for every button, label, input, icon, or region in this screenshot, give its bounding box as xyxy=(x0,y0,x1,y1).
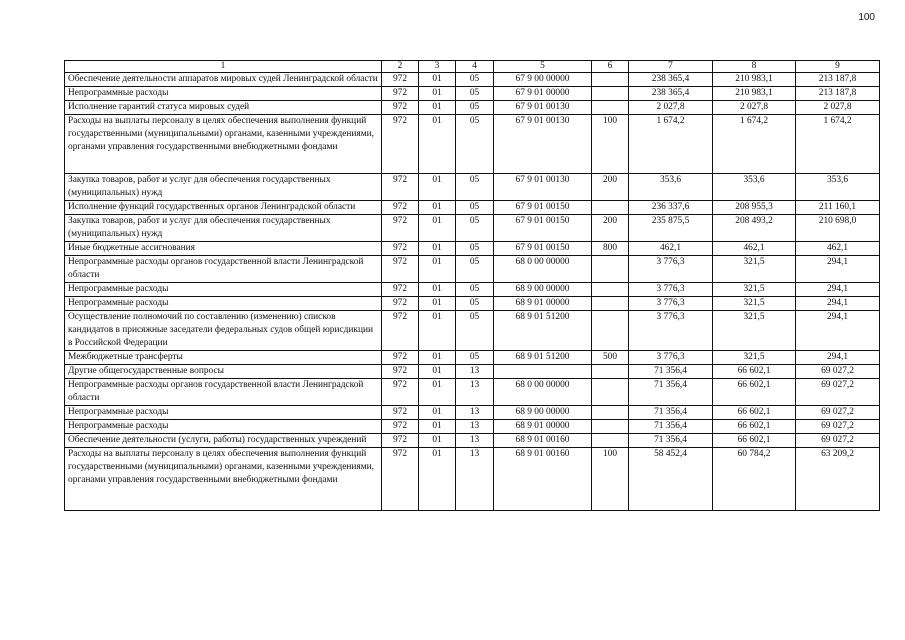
expense-type-code: 100 xyxy=(592,115,629,174)
subsection-code: 05 xyxy=(456,311,494,351)
target-article-code: 67 9 01 00130 xyxy=(494,101,592,115)
target-article-code: 68 0 00 00000 xyxy=(494,256,592,283)
table-row xyxy=(65,365,880,379)
target-article-code: 67 9 01 00130 xyxy=(494,174,592,201)
subsection-code: 05 xyxy=(456,283,494,297)
amount-col8: 60 784,2 xyxy=(713,448,796,511)
amount-col8: 321,5 xyxy=(713,311,796,351)
expense-type-code: 200 xyxy=(592,174,629,201)
amount-col9: 1 674,2 xyxy=(796,115,880,174)
target-article-code: 68 9 01 00000 xyxy=(494,297,592,311)
table-row xyxy=(65,242,880,256)
column-header: 5 xyxy=(494,61,592,73)
table-row xyxy=(65,434,880,448)
column-header: 2 xyxy=(382,61,419,73)
target-article-code: 67 9 01 00000 xyxy=(494,87,592,101)
subsection-code: 13 xyxy=(456,406,494,420)
section-code: 01 xyxy=(419,201,456,215)
table-row xyxy=(65,115,880,174)
section-code: 01 xyxy=(419,351,456,365)
ministry-code: 972 xyxy=(382,73,419,87)
subsection-code: 13 xyxy=(456,365,494,379)
subsection-code: 05 xyxy=(456,115,494,174)
ministry-code: 972 xyxy=(382,365,419,379)
column-header: 1 xyxy=(65,61,382,73)
subsection-code: 05 xyxy=(456,101,494,115)
amount-col9: 2 027,8 xyxy=(796,101,880,115)
amount-col8: 208 493,2 xyxy=(713,215,796,242)
amount-col9: 294,1 xyxy=(796,256,880,283)
amount-col8: 1 674,2 xyxy=(713,115,796,174)
expense-type-code xyxy=(592,365,629,379)
expense-type-code: 200 xyxy=(592,215,629,242)
subsection-code: 05 xyxy=(456,215,494,242)
column-header: 7 xyxy=(629,61,713,73)
target-article-code: 68 9 01 00160 xyxy=(494,434,592,448)
subsection-code: 05 xyxy=(456,256,494,283)
ministry-code: 972 xyxy=(382,311,419,351)
ministry-code: 972 xyxy=(382,351,419,365)
amount-col7: 71 356,4 xyxy=(629,434,713,448)
section-code: 01 xyxy=(419,87,456,101)
ministry-code: 972 xyxy=(382,256,419,283)
amount-col9: 69 027,2 xyxy=(796,406,880,420)
expense-type-code xyxy=(592,87,629,101)
amount-col7: 353,6 xyxy=(629,174,713,201)
expense-type-code xyxy=(592,256,629,283)
table-row xyxy=(65,87,880,101)
subsection-code: 05 xyxy=(456,87,494,101)
subsection-code: 05 xyxy=(456,201,494,215)
amount-col7: 3 776,3 xyxy=(629,283,713,297)
ministry-code: 972 xyxy=(382,406,419,420)
amount-col8: 353,6 xyxy=(713,174,796,201)
ministry-code: 972 xyxy=(382,434,419,448)
header-row xyxy=(65,61,880,73)
amount-col8: 210 983,1 xyxy=(713,87,796,101)
amount-col7: 1 674,2 xyxy=(629,115,713,174)
amount-col8: 66 602,1 xyxy=(713,406,796,420)
section-code: 01 xyxy=(419,174,456,201)
expense-type-code xyxy=(592,420,629,434)
table-row xyxy=(65,283,880,297)
section-code: 01 xyxy=(419,215,456,242)
amount-col8: 321,5 xyxy=(713,283,796,297)
amount-col7: 71 356,4 xyxy=(629,420,713,434)
table-body xyxy=(65,73,880,511)
item-name: Иные бюджетные ассигнования xyxy=(65,242,382,256)
amount-col8: 2 027,8 xyxy=(713,101,796,115)
amount-col8: 66 602,1 xyxy=(713,365,796,379)
amount-col9: 213 187,8 xyxy=(796,73,880,87)
target-article-code: 67 9 01 00150 xyxy=(494,242,592,256)
target-article-code: 68 9 01 51200 xyxy=(494,351,592,365)
target-article-code: 68 9 00 00000 xyxy=(494,283,592,297)
expense-type-code xyxy=(592,406,629,420)
amount-col9: 353,6 xyxy=(796,174,880,201)
item-name: Другие общегосударственные вопросы xyxy=(65,365,382,379)
table-row xyxy=(65,101,880,115)
ministry-code: 972 xyxy=(382,115,419,174)
amount-col8: 66 602,1 xyxy=(713,434,796,448)
section-code: 01 xyxy=(419,406,456,420)
ministry-code: 972 xyxy=(382,87,419,101)
amount-col9: 294,1 xyxy=(796,297,880,311)
amount-col8: 321,5 xyxy=(713,297,796,311)
table-row xyxy=(65,311,880,351)
column-header: 9 xyxy=(796,61,880,73)
amount-col9: 294,1 xyxy=(796,351,880,365)
expense-type-code xyxy=(592,73,629,87)
amount-col7: 238 365,4 xyxy=(629,87,713,101)
amount-col9: 69 027,2 xyxy=(796,434,880,448)
target-article-code: 67 9 01 00150 xyxy=(494,201,592,215)
item-name: Исполнение функций государственных органов Ленинградской области xyxy=(65,201,382,215)
item-name: Закупка товаров, работ и услуг для обеспечения государственных (муниципальных) нужд xyxy=(65,215,382,242)
subsection-code: 13 xyxy=(456,448,494,511)
amount-col8: 321,5 xyxy=(713,256,796,283)
amount-col8: 66 602,1 xyxy=(713,379,796,406)
subsection-code: 13 xyxy=(456,379,494,406)
subsection-code: 05 xyxy=(456,297,494,311)
section-code: 01 xyxy=(419,379,456,406)
section-code: 01 xyxy=(419,73,456,87)
ministry-code: 972 xyxy=(382,283,419,297)
section-code: 01 xyxy=(419,311,456,351)
section-code: 01 xyxy=(419,115,456,174)
budget-table xyxy=(64,60,880,511)
amount-col9: 69 027,2 xyxy=(796,365,880,379)
ministry-code: 972 xyxy=(382,297,419,311)
table-row xyxy=(65,201,880,215)
amount-col7: 71 356,4 xyxy=(629,406,713,420)
item-name: Расходы на выплаты персоналу в целях обеспечения выполнения функций государственными (муниципальными) органами, казенными учреждениями, органами управления государственными внебюджетными фондами xyxy=(65,115,382,174)
amount-col7: 235 875,5 xyxy=(629,215,713,242)
expense-type-code xyxy=(592,101,629,115)
amount-col8: 66 602,1 xyxy=(713,420,796,434)
target-article-code: 68 9 01 00160 xyxy=(494,448,592,511)
expense-type-code: 500 xyxy=(592,351,629,365)
table-row xyxy=(65,174,880,201)
amount-col7: 2 027,8 xyxy=(629,101,713,115)
section-code: 01 xyxy=(419,242,456,256)
subsection-code: 13 xyxy=(456,420,494,434)
target-article-code: 68 9 00 00000 xyxy=(494,406,592,420)
amount-col8: 210 983,1 xyxy=(713,73,796,87)
target-article-code: 68 9 01 51200 xyxy=(494,311,592,351)
table-row xyxy=(65,406,880,420)
subsection-code: 05 xyxy=(456,351,494,365)
target-article-code: 68 0 00 00000 xyxy=(494,379,592,406)
amount-col7: 462,1 xyxy=(629,242,713,256)
column-header: 6 xyxy=(592,61,629,73)
item-name: Непрограммные расходы xyxy=(65,420,382,434)
expense-type-code xyxy=(592,379,629,406)
table-row xyxy=(65,297,880,311)
amount-col9: 294,1 xyxy=(796,311,880,351)
page-number: 100 xyxy=(858,12,875,23)
table-row xyxy=(65,215,880,242)
table-row xyxy=(65,351,880,365)
subsection-code: 05 xyxy=(456,174,494,201)
expense-type-code xyxy=(592,434,629,448)
section-code: 01 xyxy=(419,283,456,297)
table-row xyxy=(65,256,880,283)
table-row xyxy=(65,448,880,511)
amount-col9: 294,1 xyxy=(796,283,880,297)
amount-col8: 321,5 xyxy=(713,351,796,365)
expense-type-code: 100 xyxy=(592,448,629,511)
item-name: Исполнение гарантий статуса мировых судей xyxy=(65,101,382,115)
amount-col7: 3 776,3 xyxy=(629,311,713,351)
item-name: Непрограммные расходы органов государственной власти Ленинградской области xyxy=(65,379,382,406)
ministry-code: 972 xyxy=(382,379,419,406)
expense-type-code xyxy=(592,201,629,215)
item-name: Обеспечение деятельности (услуги, работы) государственных учреждений xyxy=(65,434,382,448)
amount-col9: 69 027,2 xyxy=(796,420,880,434)
target-article-code: 68 9 01 00000 xyxy=(494,420,592,434)
item-name: Непрограммные расходы xyxy=(65,87,382,101)
amount-col7: 3 776,3 xyxy=(629,351,713,365)
item-name: Расходы на выплаты персоналу в целях обеспечения выполнения функций государственными (муниципальными) органами, казенными учреждениями, органами управления государственными внебюджетными фондами xyxy=(65,448,382,511)
item-name: Осуществление полномочий по составлению (изменению) списков кандидатов в присяжные заседатели федеральных судов общей юрисдикции в Российской Федерации xyxy=(65,311,382,351)
section-code: 01 xyxy=(419,365,456,379)
column-header: 8 xyxy=(713,61,796,73)
amount-col7: 238 365,4 xyxy=(629,73,713,87)
amount-col9: 63 209,2 xyxy=(796,448,880,511)
section-code: 01 xyxy=(419,297,456,311)
subsection-code: 05 xyxy=(456,73,494,87)
amount-col8: 208 955,3 xyxy=(713,201,796,215)
subsection-code: 05 xyxy=(456,242,494,256)
column-header: 4 xyxy=(456,61,494,73)
item-name: Закупка товаров, работ и услуг для обеспечения государственных (муниципальных) нужд xyxy=(65,174,382,201)
column-header: 3 xyxy=(419,61,456,73)
target-article-code: 67 9 01 00130 xyxy=(494,115,592,174)
amount-col7: 71 356,4 xyxy=(629,379,713,406)
amount-col7: 3 776,3 xyxy=(629,256,713,283)
item-name: Непрограммные расходы xyxy=(65,406,382,420)
expense-type-code xyxy=(592,297,629,311)
amount-col9: 69 027,2 xyxy=(796,379,880,406)
section-code: 01 xyxy=(419,101,456,115)
section-code: 01 xyxy=(419,434,456,448)
amount-col8: 462,1 xyxy=(713,242,796,256)
ministry-code: 972 xyxy=(382,242,419,256)
item-name: Обеспечение деятельности аппаратов мировых судей Ленинградской области xyxy=(65,73,382,87)
amount-col7: 3 776,3 xyxy=(629,297,713,311)
item-name: Непрограммные расходы xyxy=(65,283,382,297)
item-name: Непрограммные расходы xyxy=(65,297,382,311)
expense-type-code xyxy=(592,283,629,297)
expense-type-code: 800 xyxy=(592,242,629,256)
table-row xyxy=(65,420,880,434)
amount-col7: 58 452,4 xyxy=(629,448,713,511)
table-row xyxy=(65,73,880,87)
ministry-code: 972 xyxy=(382,420,419,434)
amount-col9: 210 698,0 xyxy=(796,215,880,242)
table-row xyxy=(65,379,880,406)
amount-col9: 462,1 xyxy=(796,242,880,256)
target-article-code xyxy=(494,365,592,379)
expense-type-code xyxy=(592,311,629,351)
amount-col7: 236 337,6 xyxy=(629,201,713,215)
ministry-code: 972 xyxy=(382,174,419,201)
section-code: 01 xyxy=(419,420,456,434)
subsection-code: 13 xyxy=(456,434,494,448)
item-name: Непрограммные расходы органов государственной власти Ленинградской области xyxy=(65,256,382,283)
ministry-code: 972 xyxy=(382,448,419,511)
target-article-code: 67 9 00 00000 xyxy=(494,73,592,87)
section-code: 01 xyxy=(419,448,456,511)
amount-col7: 71 356,4 xyxy=(629,365,713,379)
ministry-code: 972 xyxy=(382,101,419,115)
amount-col9: 213 187,8 xyxy=(796,87,880,101)
amount-col9: 211 160,1 xyxy=(796,201,880,215)
ministry-code: 972 xyxy=(382,201,419,215)
item-name: Межбюджетные трансферты xyxy=(65,351,382,365)
section-code: 01 xyxy=(419,256,456,283)
target-article-code: 67 9 01 00150 xyxy=(494,215,592,242)
ministry-code: 972 xyxy=(382,215,419,242)
